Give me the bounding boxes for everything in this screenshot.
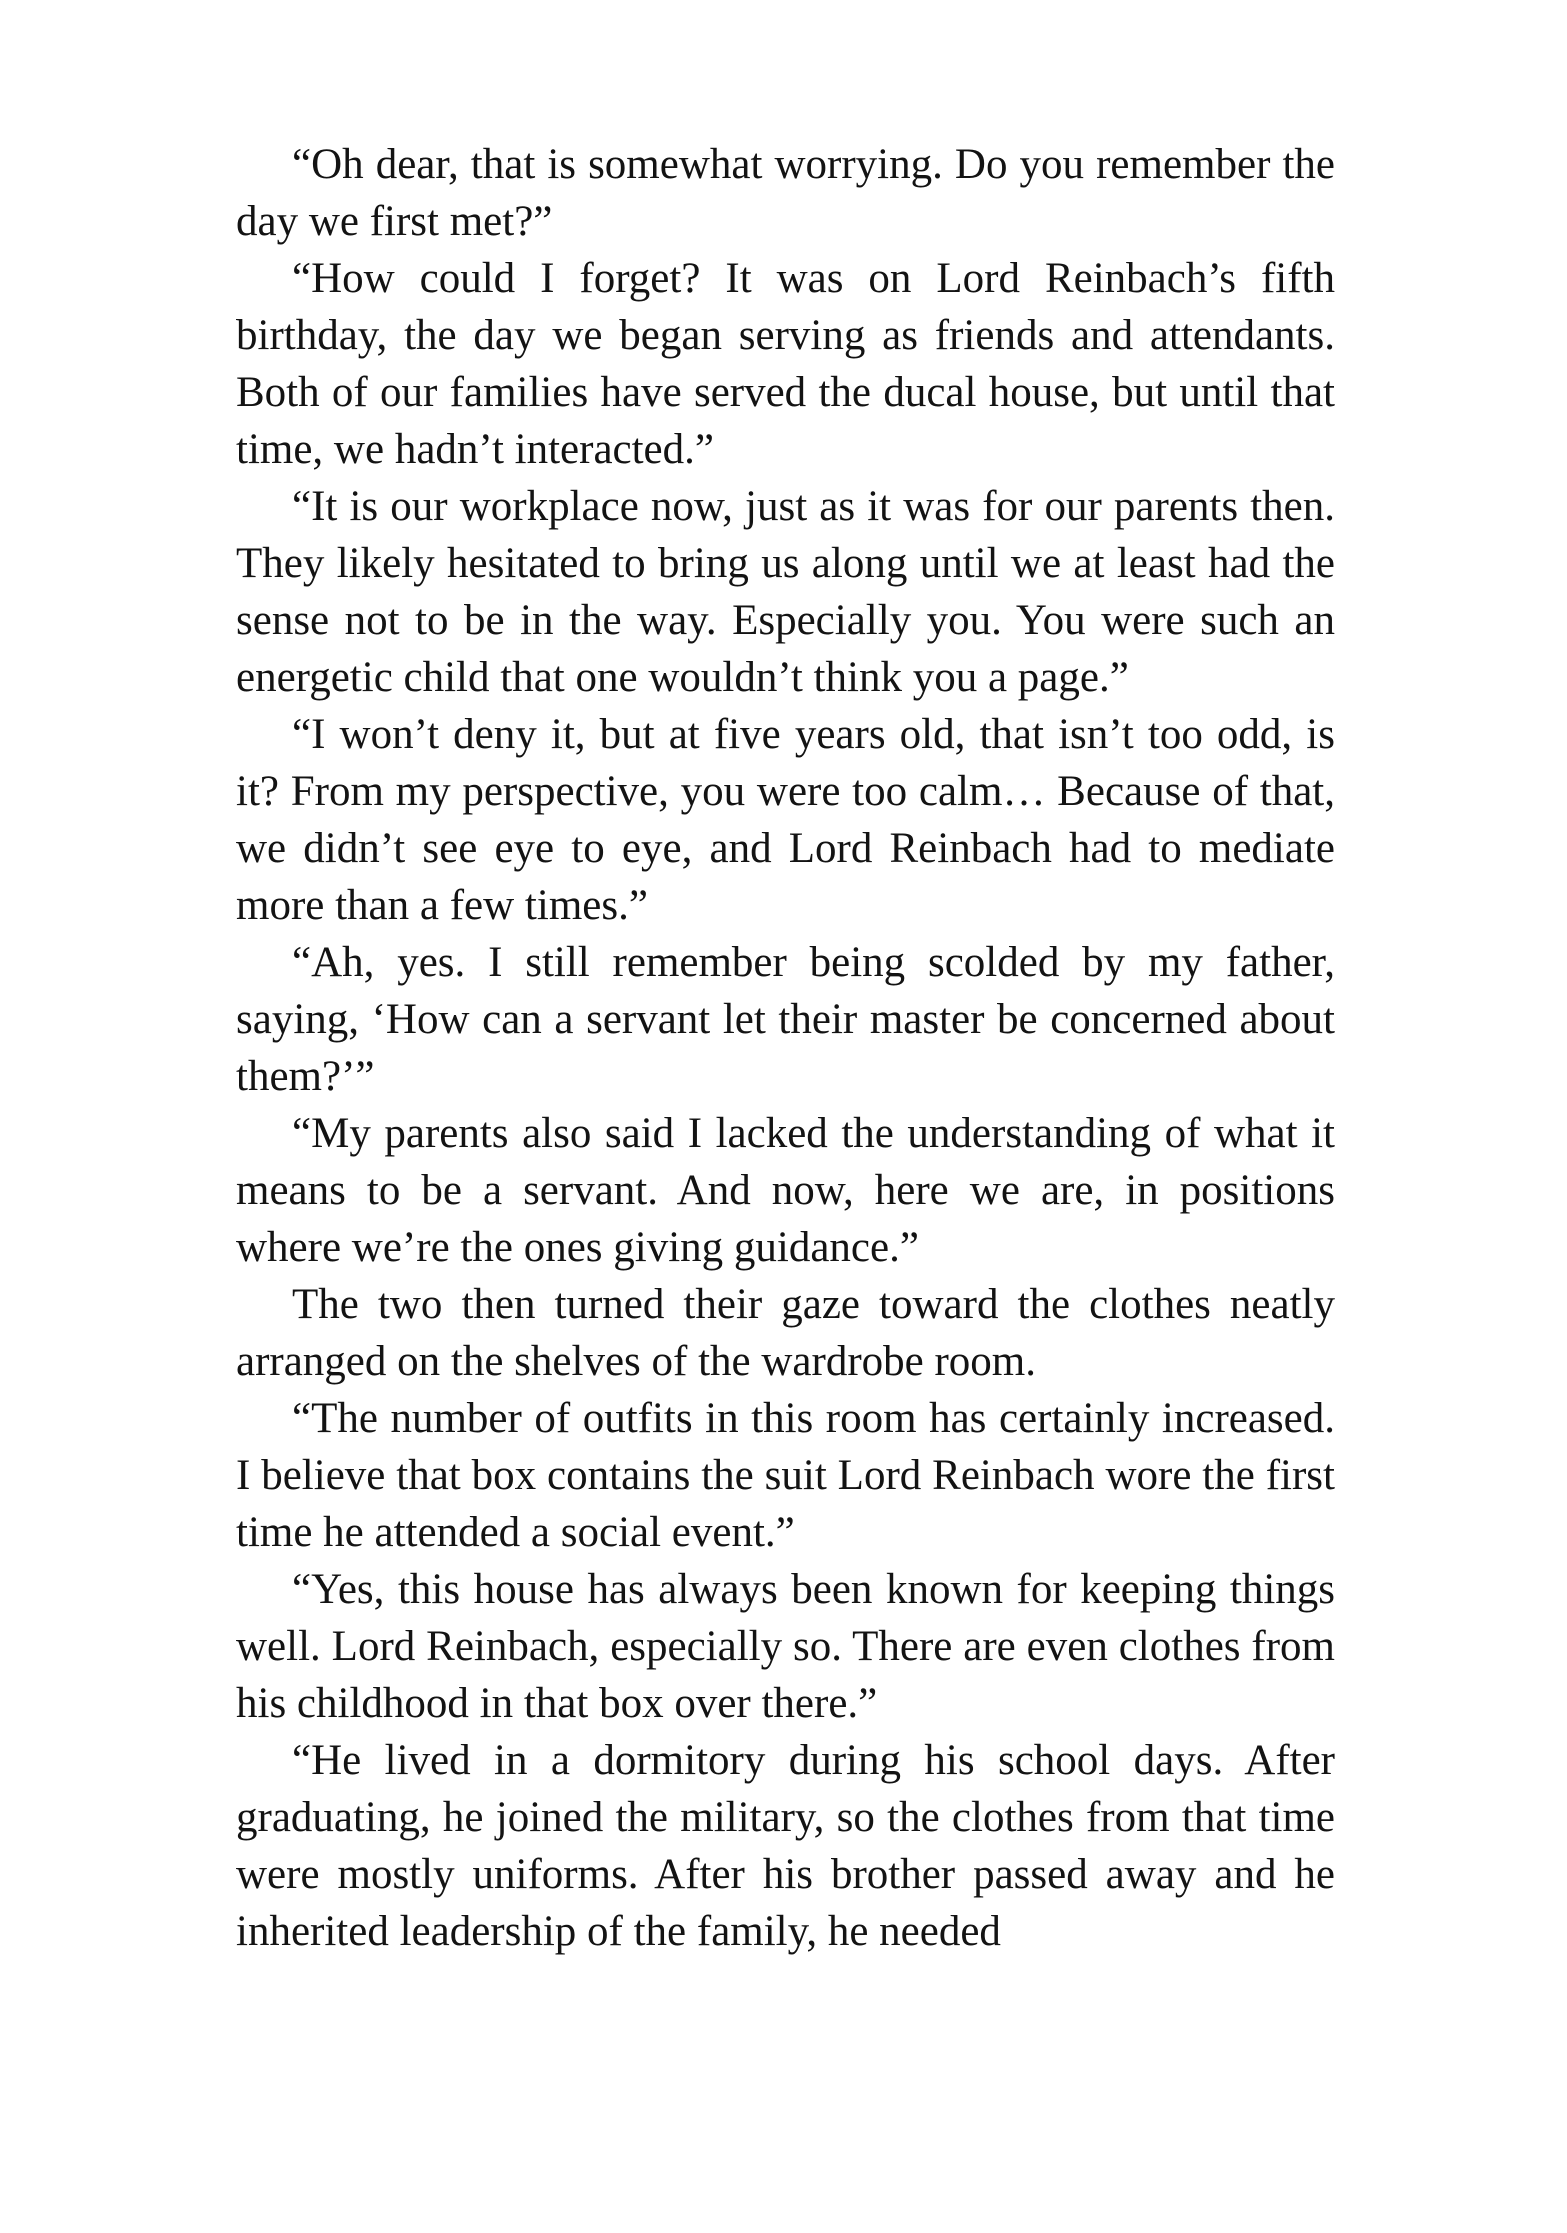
paragraph-5: “Ah, yes. I still remember being scolded by my father, saying, ‘How can a servant let their master be concerned about them?’”: [236, 939, 1335, 1100]
paragraph-2: “How could I forget? It was on Lord Reinbach’s fifth birthday, the day we began serving as friends and attendants. Both of our families have served the ducal house, but until that time, we hadn’t interacted.”: [236, 255, 1335, 473]
paragraph-1: “Oh dear, that is somewhat worrying. Do you remember the day we first met?”: [236, 141, 1335, 245]
paragraph-4: “I won’t deny it, but at five years old, that isn’t too odd, is it? From my perspective, you were too calm… Because of that, we didn’t see eye to eye, and Lord Reinbach had to mediate more than a few times.”: [236, 711, 1335, 929]
paragraph-8: “The number of outfits in this room has certainly increased. I believe that box contains the suit Lord Reinbach wore the first time he attended a social event.”: [236, 1395, 1335, 1556]
paragraph-10: “He lived in a dormitory during his school days. After graduating, he joined the military, so the clothes from that time were mostly uniforms. After his brother passed away and he inherited leadership of the family, he needed: [236, 1737, 1335, 1955]
paragraph-9: “Yes, this house has always been known for keeping things well. Lord Reinbach, especially so. There are even clothes from his childhood in that box over there.”: [236, 1566, 1335, 1727]
paragraph-3: “It is our workplace now, just as it was for our parents then. They likely hesitated to bring us along until we at least had the sense not to be in the way. Especially you. You were such an energetic child that one wouldn’t think you a page.”: [236, 483, 1335, 701]
paragraph-6: “My parents also said I lacked the understanding of what it means to be a servant. And now, here we are, in positions where we’re the ones giving guidance.”: [236, 1110, 1335, 1271]
paragraph-7: The two then turned their gaze toward the clothes neatly arranged on the shelves of the wardrobe room.: [236, 1281, 1335, 1385]
